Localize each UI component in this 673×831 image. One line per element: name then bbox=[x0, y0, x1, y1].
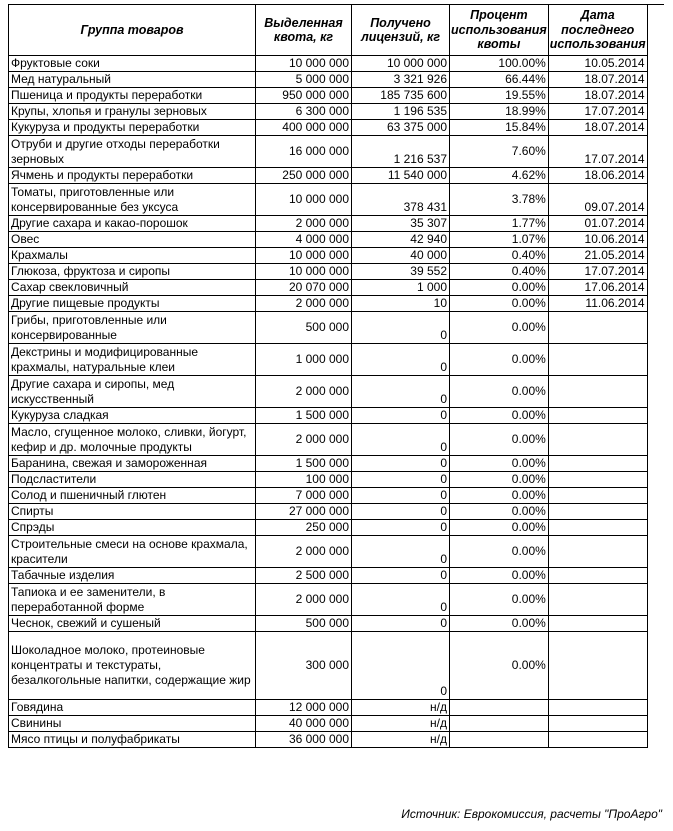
row-quota: 100 000 bbox=[256, 472, 352, 488]
row-name: Кукуруза и продукты переработки bbox=[9, 120, 256, 136]
row-name: Отруби и другие отходы переработки зерновых bbox=[9, 136, 256, 168]
row-licenses: 63 375 000 bbox=[352, 120, 450, 136]
row-date: 09.07.2014 bbox=[548, 184, 647, 216]
row-quota: 500 000 bbox=[256, 312, 352, 344]
row-percent: 3.78% bbox=[450, 184, 549, 216]
row-name: Чеснок, свежий и сушеный bbox=[9, 616, 256, 632]
row-quota: 16 000 000 bbox=[256, 136, 352, 168]
table-row bbox=[9, 88, 648, 104]
table-row bbox=[9, 408, 648, 424]
row-licenses: 0 bbox=[352, 424, 450, 456]
row-licenses: 1 196 535 bbox=[352, 104, 450, 120]
row-licenses: 0 bbox=[352, 408, 450, 424]
row-licenses: 1 216 537 bbox=[352, 136, 450, 168]
row-date: 18.07.2014 bbox=[548, 72, 647, 88]
row-quota: 10 000 000 bbox=[256, 264, 352, 280]
row-date: 18.07.2014 bbox=[548, 120, 647, 136]
row-quota: 2 000 000 bbox=[256, 216, 352, 232]
row-percent: 1.07% bbox=[450, 232, 549, 248]
table-row bbox=[9, 344, 648, 376]
row-quota: 4 000 000 bbox=[256, 232, 352, 248]
table-row bbox=[9, 520, 648, 536]
row-percent: 0.00% bbox=[450, 504, 549, 520]
row-date: 17.07.2014 bbox=[548, 104, 647, 120]
header-date: Дата последнего использования bbox=[548, 5, 647, 56]
row-percent: 0.00% bbox=[450, 280, 549, 296]
row-quota: 1 000 000 bbox=[256, 344, 352, 376]
row-date bbox=[548, 456, 647, 472]
row-percent: 0.00% bbox=[450, 568, 549, 584]
row-quota: 6 300 000 bbox=[256, 104, 352, 120]
row-quota: 10 000 000 bbox=[256, 184, 352, 216]
row-name: Кукуруза сладкая bbox=[9, 408, 256, 424]
table-row bbox=[9, 472, 648, 488]
row-date bbox=[548, 408, 647, 424]
table-row bbox=[9, 104, 648, 120]
table-row bbox=[9, 296, 648, 312]
row-name: Мясо птицы и полуфабрикаты bbox=[9, 732, 256, 748]
row-quota: 5 000 000 bbox=[256, 72, 352, 88]
table-row bbox=[9, 376, 648, 408]
row-percent: 0.00% bbox=[450, 296, 549, 312]
row-percent: 0.00% bbox=[450, 616, 549, 632]
row-percent: 0.00% bbox=[450, 520, 549, 536]
row-name: Глюкоза, фруктоза и сиропы bbox=[9, 264, 256, 280]
table-row bbox=[9, 248, 648, 264]
row-name: Солод и пшеничный глютен bbox=[9, 488, 256, 504]
row-licenses: 0 bbox=[352, 536, 450, 568]
row-licenses: 42 940 bbox=[352, 232, 450, 248]
row-date: 18.07.2014 bbox=[548, 88, 647, 104]
row-name: Декстрины и модифицированные крахмалы, натуральные клеи bbox=[9, 344, 256, 376]
header-quota: Выделенная квота, кг bbox=[256, 5, 352, 56]
row-percent: 19.55% bbox=[450, 88, 549, 104]
row-licenses: 0 bbox=[352, 472, 450, 488]
row-percent: 4.62% bbox=[450, 168, 549, 184]
row-licenses: 0 bbox=[352, 632, 450, 700]
row-date bbox=[548, 504, 647, 520]
row-licenses: 0 bbox=[352, 488, 450, 504]
row-licenses: 39 552 bbox=[352, 264, 450, 280]
row-percent: 0.40% bbox=[450, 248, 549, 264]
table-row bbox=[9, 456, 648, 472]
row-licenses: 35 307 bbox=[352, 216, 450, 232]
row-date: 21.05.2014 bbox=[548, 248, 647, 264]
table-row bbox=[9, 280, 648, 296]
row-quota: 12 000 000 bbox=[256, 700, 352, 716]
row-date: 11.06.2014 bbox=[548, 296, 647, 312]
row-date bbox=[548, 376, 647, 408]
table-row bbox=[9, 424, 648, 456]
row-percent: 0.00% bbox=[450, 472, 549, 488]
row-licenses: 0 bbox=[352, 568, 450, 584]
row-percent: 0.00% bbox=[450, 344, 549, 376]
row-licenses: 10 000 000 bbox=[352, 56, 450, 72]
row-quota: 400 000 000 bbox=[256, 120, 352, 136]
row-name: Тапиока и ее заменители, в переработанной форме bbox=[9, 584, 256, 616]
row-percent: 0.00% bbox=[450, 376, 549, 408]
row-name: Другие пищевые продукты bbox=[9, 296, 256, 312]
row-licenses: 0 bbox=[352, 344, 450, 376]
table-row bbox=[9, 536, 648, 568]
row-date: 10.05.2014 bbox=[548, 56, 647, 72]
row-licenses: 378 431 bbox=[352, 184, 450, 216]
row-date bbox=[548, 536, 647, 568]
row-percent bbox=[450, 716, 549, 732]
row-licenses: 0 bbox=[352, 504, 450, 520]
row-percent: 18.99% bbox=[450, 104, 549, 120]
row-percent: 15.84% bbox=[450, 120, 549, 136]
row-name: Томаты, приготовленные или консервированные без уксуса bbox=[9, 184, 256, 216]
row-quota: 2 000 000 bbox=[256, 296, 352, 312]
table-row bbox=[9, 632, 648, 700]
row-percent: 1.77% bbox=[450, 216, 549, 232]
row-quota: 2 000 000 bbox=[256, 584, 352, 616]
table-row bbox=[9, 616, 648, 632]
row-quota: 500 000 bbox=[256, 616, 352, 632]
row-date bbox=[548, 584, 647, 616]
row-date: 10.06.2014 bbox=[548, 232, 647, 248]
table-row bbox=[9, 504, 648, 520]
row-quota: 20 070 000 bbox=[256, 280, 352, 296]
row-name: Шоколадное молоко, протеиновые концентраты и текстураты, безалкогольные напитки, содержащие жир bbox=[9, 632, 256, 700]
row-name: Масло, сгущенное молоко, сливки, йогурт, кефир и др. молочные продукты bbox=[9, 424, 256, 456]
row-percent bbox=[450, 700, 549, 716]
table-row bbox=[9, 136, 648, 168]
row-quota: 1 500 000 bbox=[256, 456, 352, 472]
row-date bbox=[548, 732, 647, 748]
row-licenses: н/д bbox=[352, 716, 450, 732]
row-quota: 36 000 000 bbox=[256, 732, 352, 748]
row-percent: 0.00% bbox=[450, 632, 549, 700]
row-percent: 0.00% bbox=[450, 536, 549, 568]
row-name: Мед натуральный bbox=[9, 72, 256, 88]
row-licenses: 0 bbox=[352, 616, 450, 632]
row-date bbox=[548, 488, 647, 504]
row-name: Подсластители bbox=[9, 472, 256, 488]
row-percent: 0.00% bbox=[450, 456, 549, 472]
row-licenses: 3 321 926 bbox=[352, 72, 450, 88]
row-name: Овес bbox=[9, 232, 256, 248]
row-quota: 10 000 000 bbox=[256, 248, 352, 264]
table-row bbox=[9, 312, 648, 344]
row-date: 18.06.2014 bbox=[548, 168, 647, 184]
row-licenses: 11 540 000 bbox=[352, 168, 450, 184]
row-date: 17.06.2014 bbox=[548, 280, 647, 296]
row-date bbox=[548, 520, 647, 536]
row-name: Грибы, приготовленные или консервированные bbox=[9, 312, 256, 344]
row-date: 17.07.2014 bbox=[548, 136, 647, 168]
table-row bbox=[9, 716, 648, 732]
row-licenses: 0 bbox=[352, 456, 450, 472]
row-quota: 300 000 bbox=[256, 632, 352, 700]
row-percent: 7.60% bbox=[450, 136, 549, 168]
row-licenses: 10 bbox=[352, 296, 450, 312]
row-date bbox=[548, 344, 647, 376]
row-date: 17.07.2014 bbox=[548, 264, 647, 280]
row-percent: 0.00% bbox=[450, 488, 549, 504]
row-name: Сахар свекловичный bbox=[9, 280, 256, 296]
table-row bbox=[9, 184, 648, 216]
row-name: Другие сахара и сиропы, мед искусственный bbox=[9, 376, 256, 408]
source-note: Источник: Еврокомиссия, расчеты "ПроАгро" bbox=[401, 807, 662, 821]
row-name: Ячмень и продукты переработки bbox=[9, 168, 256, 184]
row-date bbox=[548, 312, 647, 344]
row-name: Баранина, свежая и замороженная bbox=[9, 456, 256, 472]
row-licenses: 0 bbox=[352, 376, 450, 408]
table-row bbox=[9, 584, 648, 616]
row-name: Другие сахара и какао-порошок bbox=[9, 216, 256, 232]
row-date bbox=[548, 632, 647, 700]
table-row bbox=[9, 700, 648, 716]
row-percent bbox=[450, 732, 549, 748]
row-quota: 250 000 000 bbox=[256, 168, 352, 184]
table-row bbox=[9, 264, 648, 280]
row-name: Свинины bbox=[9, 716, 256, 732]
row-quota: 10 000 000 bbox=[256, 56, 352, 72]
row-date bbox=[548, 472, 647, 488]
table-row bbox=[9, 56, 648, 72]
row-date bbox=[548, 568, 647, 584]
row-name: Строительные смеси на основе крахмала, красители bbox=[9, 536, 256, 568]
row-quota: 1 500 000 bbox=[256, 408, 352, 424]
row-quota: 27 000 000 bbox=[256, 504, 352, 520]
row-licenses: 0 bbox=[352, 520, 450, 536]
table-row bbox=[9, 732, 648, 748]
row-quota: 250 000 bbox=[256, 520, 352, 536]
table-row bbox=[9, 168, 648, 184]
table-row bbox=[9, 232, 648, 248]
row-percent: 0.00% bbox=[450, 312, 549, 344]
row-licenses: 185 735 600 bbox=[352, 88, 450, 104]
table-row bbox=[9, 72, 648, 88]
row-percent: 0.40% bbox=[450, 264, 549, 280]
row-percent: 0.00% bbox=[450, 584, 549, 616]
row-quota: 2 000 000 bbox=[256, 376, 352, 408]
row-name: Фруктовые соки bbox=[9, 56, 256, 72]
row-quota: 2 000 000 bbox=[256, 424, 352, 456]
row-percent: 66.44% bbox=[450, 72, 549, 88]
row-quota: 40 000 000 bbox=[256, 716, 352, 732]
row-date bbox=[548, 424, 647, 456]
header-row bbox=[9, 5, 648, 56]
table-row bbox=[9, 568, 648, 584]
row-licenses: 0 bbox=[352, 584, 450, 616]
row-name: Крахмалы bbox=[9, 248, 256, 264]
table-row bbox=[9, 216, 648, 232]
quota-table bbox=[8, 4, 648, 748]
row-name: Крупы, хлопья и гранулы зерновых bbox=[9, 104, 256, 120]
table-row bbox=[9, 120, 648, 136]
row-licenses: 0 bbox=[352, 312, 450, 344]
header-percent: Процент использования квоты bbox=[450, 5, 549, 56]
row-licenses: н/д bbox=[352, 732, 450, 748]
row-name: Говядина bbox=[9, 700, 256, 716]
row-quota: 2 500 000 bbox=[256, 568, 352, 584]
row-name: Табачные изделия bbox=[9, 568, 256, 584]
table-row bbox=[9, 488, 648, 504]
header-group: Группа товаров bbox=[9, 5, 256, 56]
row-quota: 950 000 000 bbox=[256, 88, 352, 104]
table-body bbox=[9, 56, 648, 748]
row-date bbox=[548, 616, 647, 632]
row-date bbox=[548, 700, 647, 716]
row-licenses: 1 000 bbox=[352, 280, 450, 296]
row-licenses: 40 000 bbox=[352, 248, 450, 264]
row-licenses: н/д bbox=[352, 700, 450, 716]
header-licenses: Получено лицензий, кг bbox=[352, 5, 450, 56]
row-percent: 0.00% bbox=[450, 424, 549, 456]
row-quota: 7 000 000 bbox=[256, 488, 352, 504]
row-quota: 2 000 000 bbox=[256, 536, 352, 568]
row-percent: 100.00% bbox=[450, 56, 549, 72]
row-name: Пшеница и продукты переработки bbox=[9, 88, 256, 104]
row-date: 01.07.2014 bbox=[548, 216, 647, 232]
row-name: Спрэды bbox=[9, 520, 256, 536]
row-date bbox=[548, 716, 647, 732]
row-percent: 0.00% bbox=[450, 408, 549, 424]
row-name: Спирты bbox=[9, 504, 256, 520]
